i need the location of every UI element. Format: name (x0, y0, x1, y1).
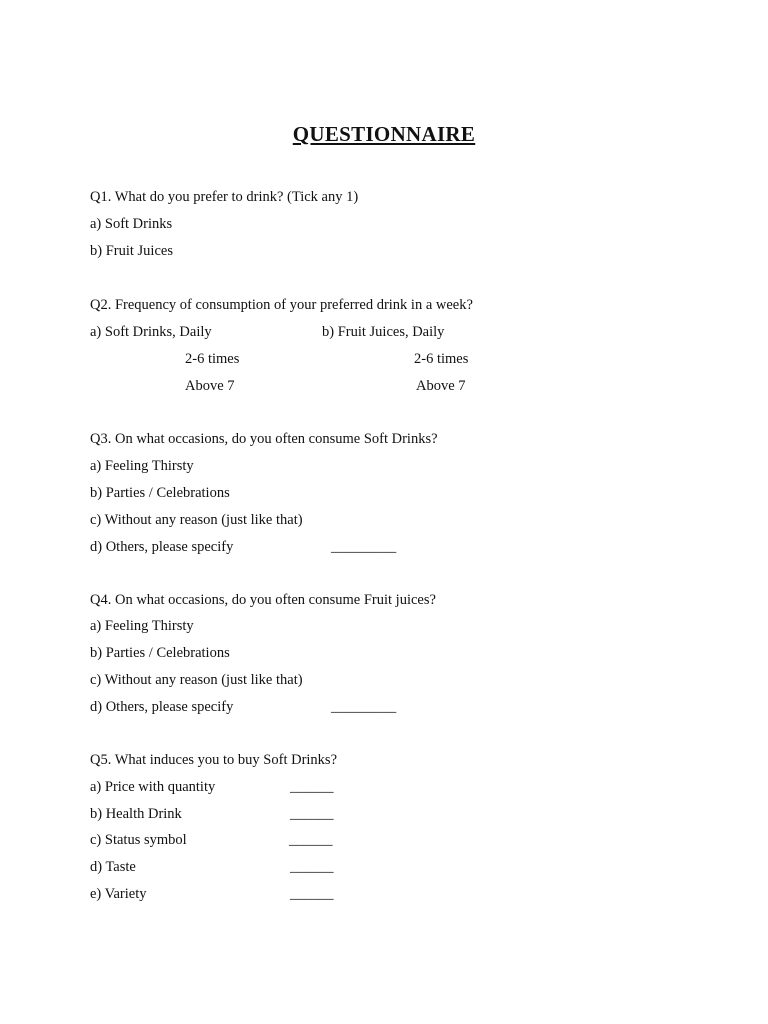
q4-specify-blank: _________ (331, 699, 397, 715)
q5-blank-b: ______ (290, 806, 334, 822)
q5-question: Q5. What induces you to buy Soft Drinks? (90, 752, 338, 768)
q4-option-d: d) Others, please specify (90, 699, 234, 715)
q4-option-c: c) Without any reason (just like that) (90, 672, 303, 688)
q3-option-c: c) Without any reason (just like that) (90, 512, 303, 528)
q2-left-option-daily: a) Soft Drinks, Daily (90, 324, 212, 340)
q5-blank-e: ______ (290, 886, 334, 902)
q1-question: Q1. What do you prefer to drink? (Tick any 1) (90, 189, 359, 205)
q5-option-b: b) Health Drink (90, 806, 182, 822)
q4-question: Q4. On what occasions, do you often consume Fruit juices? (90, 592, 436, 608)
q1-option-b: b) Fruit Juices (90, 243, 173, 259)
q2-question: Q2. Frequency of consumption of your preferred drink in a week? (90, 297, 473, 313)
q3-question: Q3. On what occasions, do you often consume Soft Drinks? (90, 431, 438, 447)
q3-specify-blank: _________ (331, 539, 397, 555)
q3-option-d: d) Others, please specify (90, 539, 234, 555)
q5-option-c: c) Status symbol (90, 832, 187, 848)
q4-option-b: b) Parties / Celebrations (90, 645, 230, 661)
q2-right-option-daily: b) Fruit Juices, Daily (322, 324, 445, 340)
q3-option-a: a) Feeling Thirsty (90, 458, 194, 474)
q2-left-option-2-6: 2-6 times (185, 351, 240, 367)
q1-option-a: a) Soft Drinks (90, 216, 173, 232)
q5-blank-a: ______ (290, 779, 334, 795)
q2-left-option-above-7: Above 7 (185, 378, 235, 394)
q2-right-option-2-6: 2-6 times (414, 351, 469, 367)
q2-right-option-above-7: Above 7 (416, 378, 466, 394)
q5-option-d: d) Taste (90, 859, 136, 875)
q5-option-e: e) Variety (90, 886, 147, 902)
q5-option-a: a) Price with quantity (90, 779, 216, 795)
q5-blank-d: ______ (290, 859, 334, 875)
q5-blank-c: ______ (289, 832, 333, 848)
page-title: QUESTIONNAIRE (292, 122, 476, 146)
q4-option-a: a) Feeling Thirsty (90, 618, 194, 634)
q3-option-b: b) Parties / Celebrations (90, 485, 230, 501)
